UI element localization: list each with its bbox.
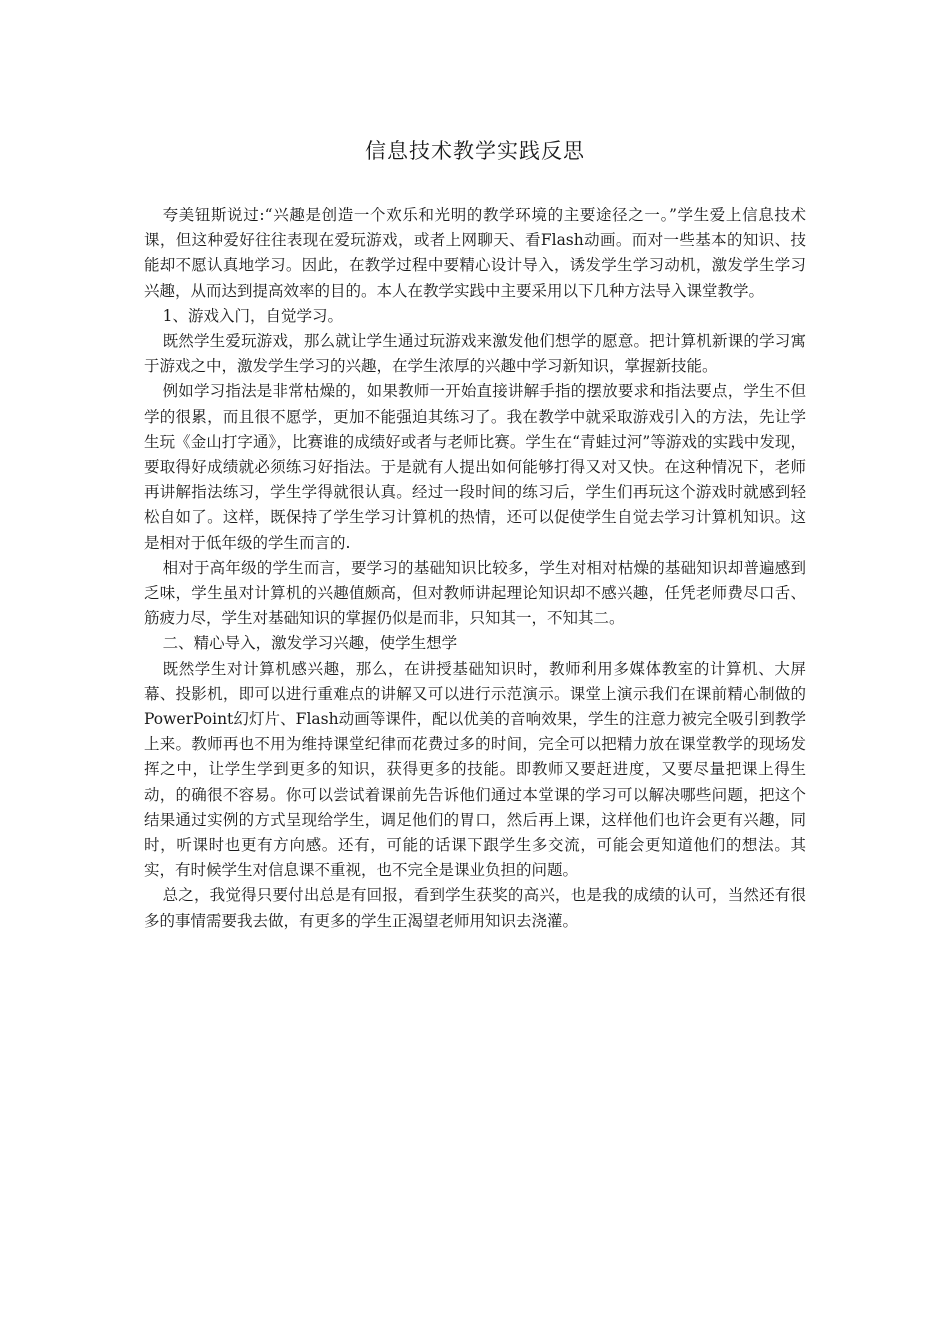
paragraph-typing-example: 例如学习指法是非常枯燥的，如果教师一开始直接讲解手指的摆放要求和指法要点，学生不但学的很累，而且很不愿学，更加不能强迫其练习了。我在教学中就采取游戏引入的方法，先让学生玩《金山打字通》，比赛谁的成绩好或者与老师比赛。学生在“青蛙过河”等游戏的实践中发现，要取得好成绩就必须练习好指法。于是就有人提出如何能够打得又对又快。在这种情况下，老师再讲解指法练习，学生学得就很认真。经过一段时间的练习后，学生们再玩这个游戏时就感到轻松自如了。这样，既保持了学生学习计算机的热情，还可以促使学生自觉去学习计算机知识。这是相对于低年级的学生而言的. <box>144 382 806 552</box>
section-heading-introduction: 二、精心导入，激发学习兴趣，使学生想学 <box>162 634 458 653</box>
section-heading-games: 1、游戏入门，自觉学习。 <box>162 306 343 325</box>
paragraph-games: 既然学生爱玩游戏，那么就让学生通过玩游戏来激发他们想学的愿意。把计算机新课的学习寓于游戏之中，激发学生学习的兴趣，在学生浓厚的兴趣中学习新知识，掌握新技能。 <box>144 332 806 376</box>
paragraph-multimedia: 既然学生对计算机感兴趣，那么，在讲授基础知识时，教师利用多媒体教室的计算机、大屏幕、投影机，即可以进行重难点的讲解又可以进行示范演示。课堂上演示我们在课前精心制做的PowerPoint幻灯片、Flash动画等课件，配以优美的音响效果，学生的注意力被完全吸引到教学上来。教师再也不用为维持课堂纪律而花费过多的时间，完全可以把精力放在课堂教学的现场发挥之中，让学生学到更多的知识，获得更多的技能。即教师又要赶进度，又要尽量把课上得生动，的确很不容易。你可以尝试着课前先告诉他们通过本堂课的学习可以解决哪些问题，把这个结果通过实例的方式呈现给学生，调足他们的胃口，然后再上课，这样他们也许会更有兴趣，同时，听课时也更有方向感。还有，可能的话课下跟学生多交流，可能会更知道他们的想法。其实，有时候学生对信息课不重视，也不完全是课业负担的问题。 <box>144 659 806 880</box>
document-title: 信息技术教学实践反思 <box>365 139 585 163</box>
document-body <box>144 203 806 934</box>
paragraph-intro: 夸美钮斯说过:“兴趣是创造一个欢乐和光明的教学环境的主要途径之一。”学生爱上信息技术课，但这种爱好往往表现在爱玩游戏，或者上网聊天、看Flash动画。而对一些基本的知识、技能却不愿认真地学习。因此，在教学过程中要精心设计导入，诱发学生学习动机，激发学生学习兴趣，从而达到提高效率的目的。本人在教学实践中主要采用以下几种方法导入课堂教学。 <box>144 206 806 300</box>
paragraph-senior-students: 相对于高年级的学生而言，要学习的基础知识比较多，学生对相对枯燥的基础知识却普遍感到乏味，学生虽对计算机的兴趣值颇高，但对教师讲起理论知识却不感兴趣，任凭老师费尽口舌、筋疲力尽，学生对基础知识的掌握仍似是而非，只知其一，不知其二。 <box>144 558 806 628</box>
paragraph-conclusion: 总之，我觉得只要付出总是有回报，看到学生获奖的高兴，也是我的成绩的认可，当然还有很多的事情需要我去做，有更多的学生正渴望老师用知识去浇灌。 <box>144 886 806 930</box>
